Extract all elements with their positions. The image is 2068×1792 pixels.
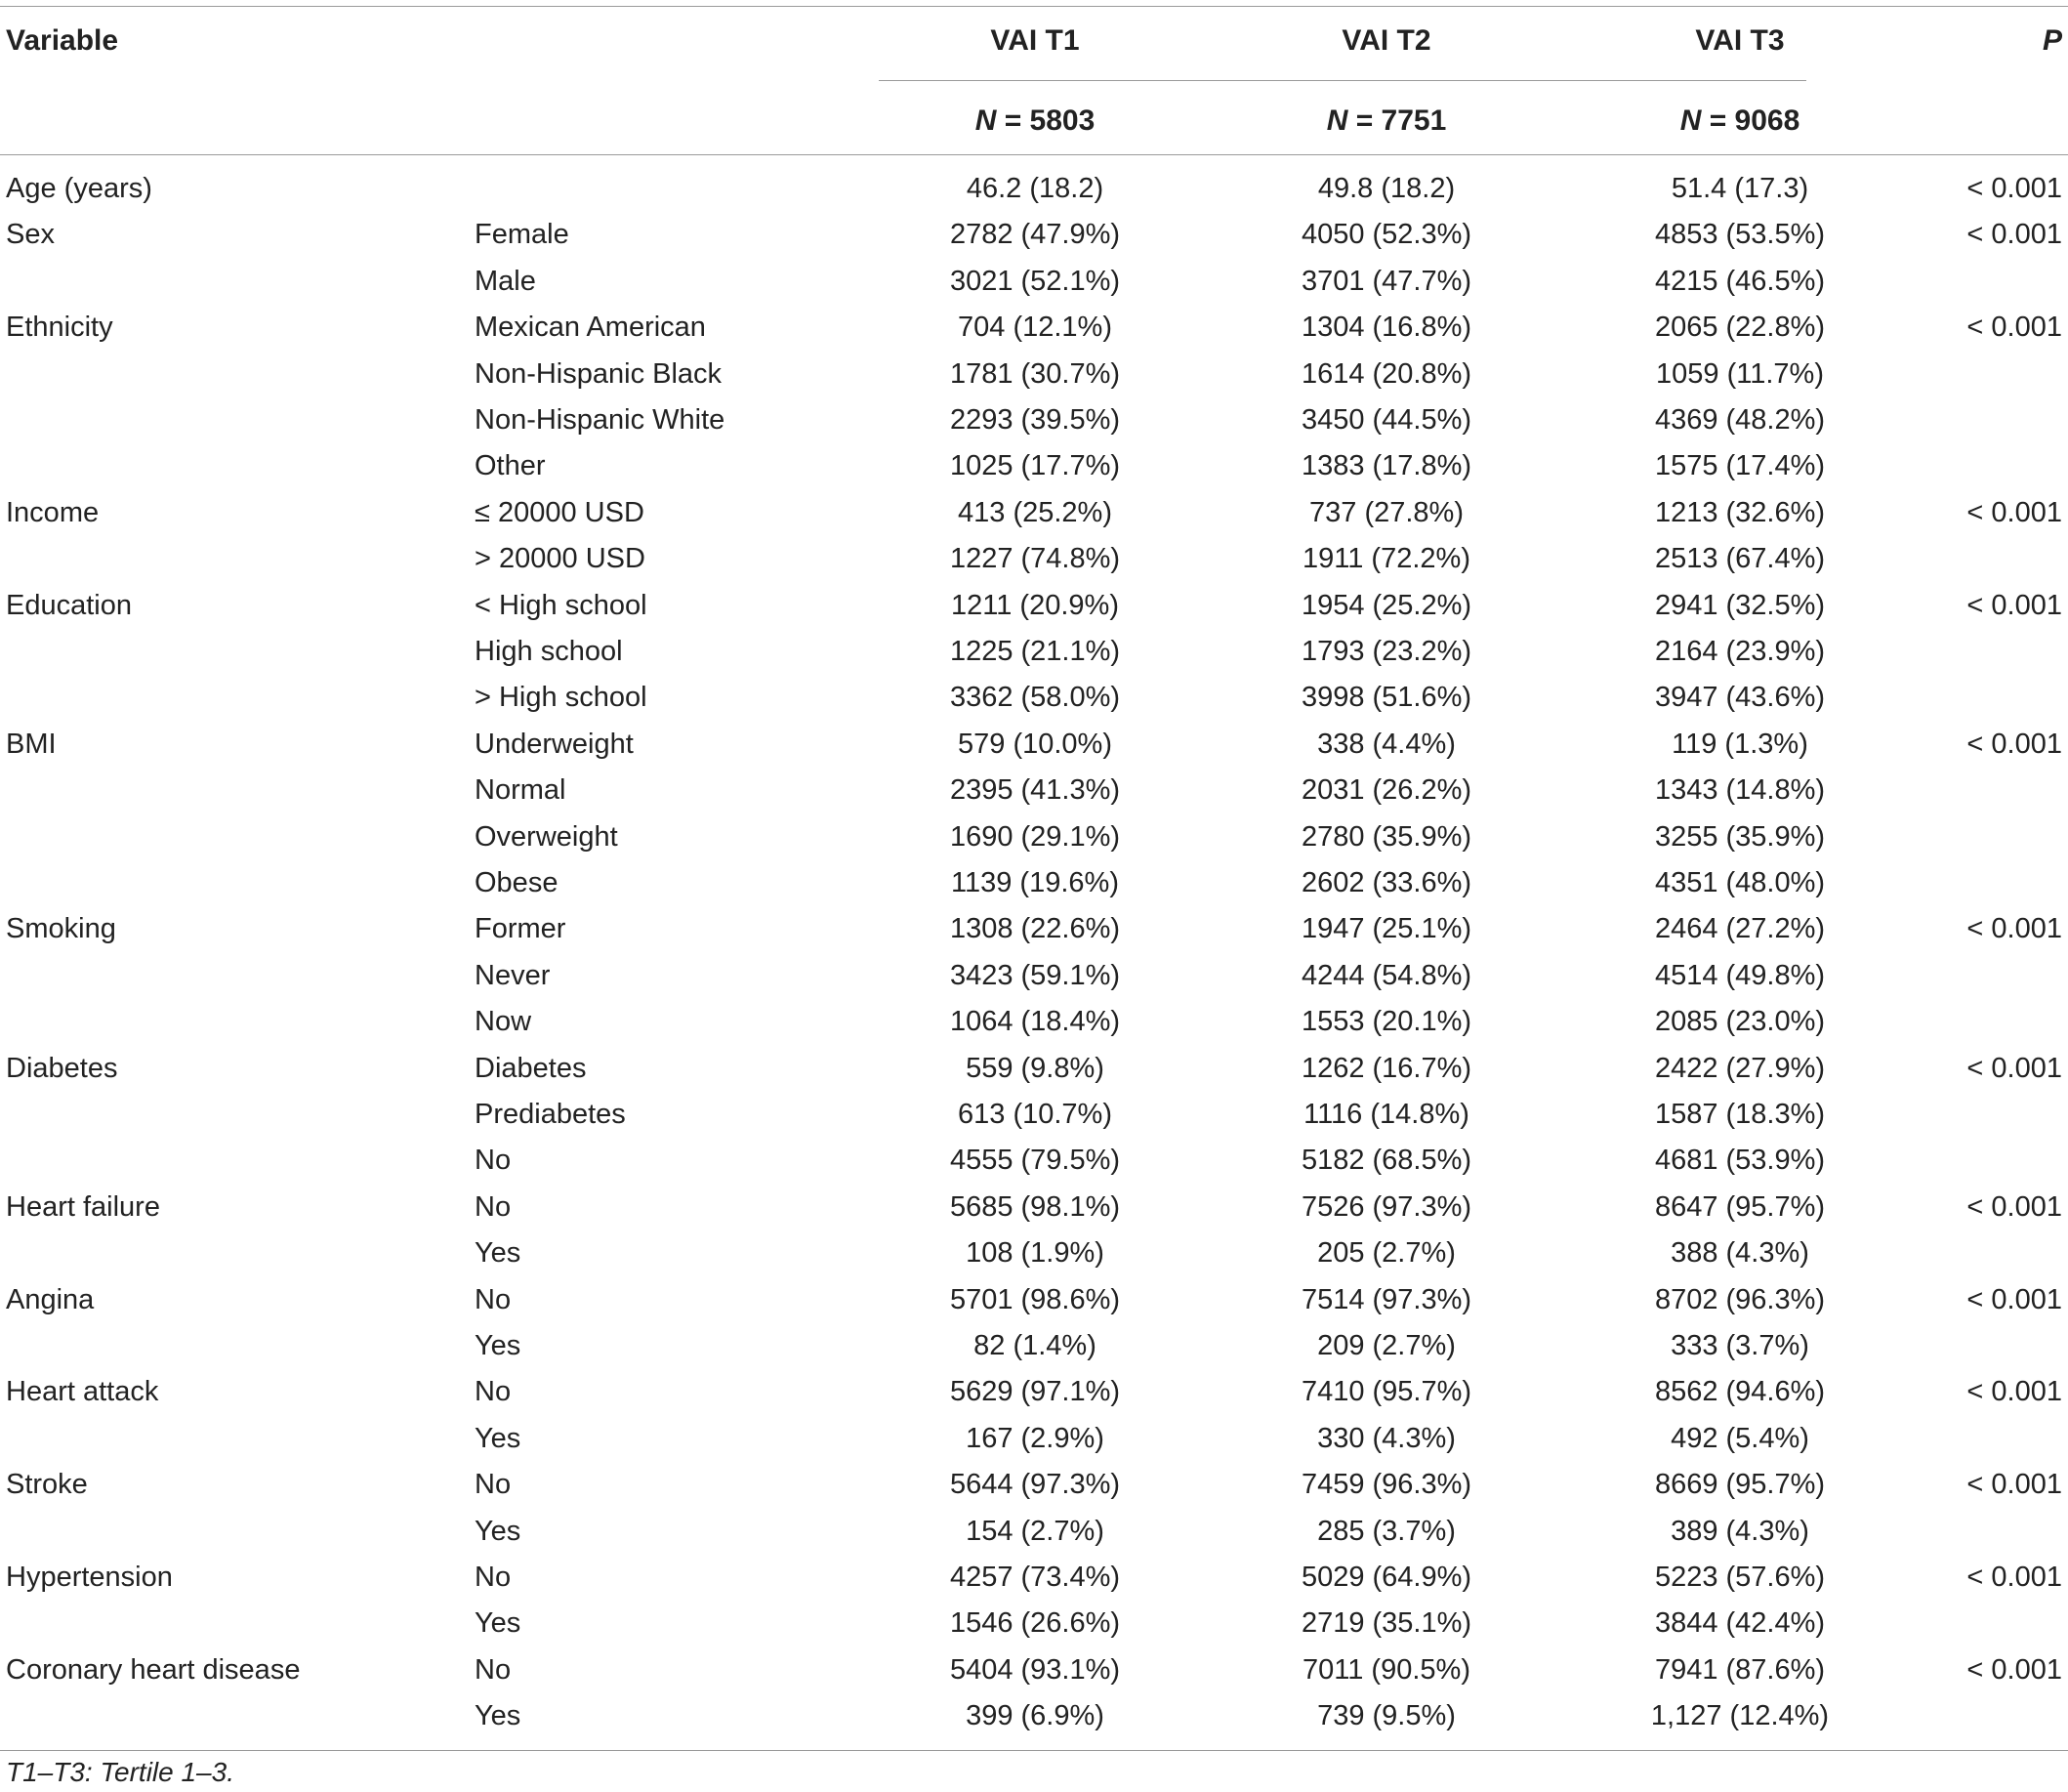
cell-subcategory: < High school	[475, 589, 647, 621]
cell-vai-t3: 2464 (27.2%)	[1654, 913, 1826, 945]
cell-p-value: < 0.001	[1966, 1190, 2062, 1223]
cell-vai-t1: 399 (6.9%)	[966, 1700, 1104, 1732]
cell-variable: Coronary heart disease	[6, 1653, 301, 1686]
cell-subcategory: Female	[475, 219, 569, 251]
cell-subcategory: Yes	[475, 1607, 521, 1640]
cell-variable: Heart attack	[6, 1376, 159, 1408]
cell-vai-t1: 1227 (74.8%)	[949, 543, 1121, 575]
cell-variable: Heart failure	[6, 1190, 160, 1223]
header-p: P	[2042, 24, 2062, 57]
cell-vai-t2: 3701 (47.7%)	[1301, 265, 1472, 297]
cell-subcategory: Male	[475, 265, 536, 297]
cell-p-value: < 0.001	[1966, 496, 2062, 528]
cell-subcategory: Yes	[475, 1330, 521, 1361]
cell-vai-t1: 2293 (39.5%)	[949, 404, 1121, 436]
cell-subcategory: No	[475, 1190, 512, 1223]
cell-vai-t1: 5644 (97.3%)	[949, 1469, 1121, 1501]
cell-vai-t2: 2719 (35.1%)	[1301, 1607, 1472, 1640]
cell-vai-t1: 4257 (73.4%)	[949, 1562, 1121, 1593]
cell-p-value: < 0.001	[1966, 1653, 2062, 1686]
cell-vai-t1: 4555 (79.5%)	[949, 1145, 1121, 1177]
top-rule	[0, 6, 2068, 7]
cell-vai-t1: 108 (1.9%)	[966, 1237, 1104, 1270]
cell-vai-t1: 579 (10.0%)	[958, 728, 1112, 760]
cell-subcategory: Former	[475, 913, 566, 945]
cell-variable: Ethnicity	[6, 312, 113, 344]
cell-vai-t1: 167 (2.9%)	[966, 1422, 1104, 1454]
footnote: T1–T3: Tertile 1–3.	[6, 1757, 234, 1787]
cell-vai-t2: 209 (2.7%)	[1317, 1330, 1456, 1361]
cell-vai-t2: 7011 (90.5%)	[1303, 1653, 1470, 1686]
cell-vai-t2: 1954 (25.2%)	[1301, 589, 1472, 621]
cell-subcategory: Mexican American	[475, 312, 706, 344]
cell-vai-t1: 704 (12.1%)	[958, 312, 1112, 344]
cell-vai-t2: 7514 (97.3%)	[1301, 1283, 1472, 1315]
cell-vai-t1: 413 (25.2%)	[958, 496, 1112, 528]
cell-vai-t2: 4244 (54.8%)	[1301, 959, 1472, 991]
cell-vai-t3: 8647 (95.7%)	[1654, 1190, 1826, 1223]
cell-subcategory: Normal	[475, 774, 566, 807]
cell-vai-t3: 7941 (87.6%)	[1654, 1653, 1826, 1686]
cell-vai-t1: 3362 (58.0%)	[949, 682, 1121, 714]
cell-vai-t3: 1213 (32.6%)	[1654, 496, 1826, 528]
cell-vai-t2: 739 (9.5%)	[1317, 1700, 1456, 1732]
cell-vai-t1: 5404 (93.1%)	[949, 1653, 1121, 1686]
cell-vai-t3: 1,127 (12.4%)	[1650, 1700, 1830, 1732]
header-n-t2: N = 7751	[1326, 104, 1447, 137]
cell-vai-t3: 2941 (32.5%)	[1654, 589, 1826, 621]
cell-vai-t2: 7459 (96.3%)	[1301, 1469, 1472, 1501]
cell-variable: Sex	[6, 219, 55, 251]
cell-variable: Diabetes	[6, 1052, 118, 1084]
cell-vai-t2: 1793 (23.2%)	[1301, 636, 1472, 667]
cell-vai-t2: 1116 (14.8%)	[1303, 1099, 1469, 1130]
cell-vai-t3: 119 (1.3%)	[1672, 728, 1808, 760]
cell-subcategory: No	[475, 1562, 512, 1593]
cell-subcategory: Prediabetes	[475, 1099, 626, 1130]
cell-subcategory: Underweight	[475, 728, 634, 760]
cell-vai-t3: 1343 (14.8%)	[1654, 774, 1826, 807]
cell-vai-t2: 1614 (20.8%)	[1301, 357, 1472, 390]
cell-p-value: < 0.001	[1966, 173, 2062, 204]
bottom-rule	[0, 1750, 2068, 1751]
cell-vai-t1: 1139 (19.6%)	[951, 867, 1119, 898]
cell-variable: Angina	[6, 1283, 95, 1315]
cell-vai-t3: 3947 (43.6%)	[1654, 682, 1826, 714]
cell-vai-t1: 5629 (97.1%)	[949, 1376, 1121, 1408]
cell-vai-t3: 4215 (46.5%)	[1654, 265, 1826, 297]
header-vai-t2: VAI T2	[1342, 24, 1431, 57]
cell-vai-t1: 5685 (98.1%)	[949, 1190, 1121, 1223]
cell-vai-t2: 2031 (26.2%)	[1301, 774, 1472, 807]
cell-vai-t2: 5029 (64.9%)	[1301, 1562, 1472, 1593]
header-variable: Variable	[6, 24, 119, 57]
cell-subcategory: Never	[475, 959, 551, 991]
cell-p-value: < 0.001	[1966, 1283, 2062, 1315]
cell-vai-t3: 5223 (57.6%)	[1654, 1562, 1826, 1593]
cell-vai-t2: 1304 (16.8%)	[1301, 312, 1472, 344]
cell-vai-t3: 492 (5.4%)	[1671, 1422, 1809, 1454]
cell-p-value: < 0.001	[1966, 1469, 2062, 1501]
cell-vai-t3: 3255 (35.9%)	[1654, 820, 1826, 853]
cell-vai-t3: 2085 (23.0%)	[1654, 1006, 1826, 1038]
cell-subcategory: No	[475, 1653, 512, 1686]
cell-variable: Smoking	[6, 913, 116, 945]
header-sub-rule	[879, 80, 1806, 81]
cell-vai-t3: 4853 (53.5%)	[1654, 219, 1826, 251]
cell-vai-t1: 613 (10.7%)	[958, 1099, 1112, 1130]
cell-p-value: < 0.001	[1966, 589, 2062, 621]
cell-vai-t2: 3998 (51.6%)	[1301, 682, 1472, 714]
cell-vai-t3: 389 (4.3%)	[1671, 1515, 1809, 1547]
cell-vai-t2: 7526 (97.3%)	[1301, 1190, 1472, 1223]
cell-variable: Hypertension	[6, 1562, 173, 1593]
cell-vai-t1: 3423 (59.1%)	[949, 959, 1121, 991]
header-vai-t1: VAI T1	[990, 24, 1080, 57]
cell-p-value: < 0.001	[1966, 913, 2062, 945]
cell-vai-t1: 1690 (29.1%)	[949, 820, 1121, 853]
cell-subcategory: No	[475, 1376, 512, 1408]
cell-vai-t1: 154 (2.7%)	[966, 1515, 1104, 1547]
cell-vai-t2: 1947 (25.1%)	[1301, 913, 1472, 945]
cell-vai-t3: 2065 (22.8%)	[1654, 312, 1826, 344]
cell-vai-t2: 1911 (72.2%)	[1303, 543, 1470, 575]
cell-p-value: < 0.001	[1966, 1562, 2062, 1593]
cell-vai-t3: 51.4 (17.3)	[1671, 173, 1809, 204]
cell-vai-t2: 285 (3.7%)	[1317, 1515, 1456, 1547]
cell-vai-t1: 1546 (26.6%)	[949, 1607, 1121, 1640]
cell-vai-t2: 338 (4.4%)	[1317, 728, 1456, 760]
cell-vai-t3: 1059 (11.7%)	[1656, 357, 1824, 390]
cell-variable: Stroke	[6, 1469, 88, 1501]
cell-vai-t2: 737 (27.8%)	[1309, 496, 1464, 528]
cell-vai-t3: 1587 (18.3%)	[1654, 1099, 1826, 1130]
cell-vai-t1: 1308 (22.6%)	[949, 913, 1121, 945]
cell-subcategory: Diabetes	[475, 1052, 587, 1084]
cell-vai-t3: 8562 (94.6%)	[1654, 1376, 1826, 1408]
cell-vai-t2: 1383 (17.8%)	[1301, 450, 1472, 482]
cell-vai-t2: 3450 (44.5%)	[1301, 404, 1472, 436]
cell-p-value: < 0.001	[1966, 1052, 2062, 1084]
cell-vai-t3: 2513 (67.4%)	[1654, 543, 1826, 575]
cell-subcategory: Non-Hispanic White	[475, 404, 725, 436]
cell-subcategory: > High school	[475, 682, 647, 714]
cell-vai-t2: 1262 (16.7%)	[1301, 1052, 1472, 1084]
cell-vai-t3: 4514 (49.8%)	[1654, 959, 1826, 991]
cell-vai-t3: 4681 (53.9%)	[1654, 1145, 1826, 1177]
cell-vai-t2: 49.8 (18.2)	[1317, 173, 1456, 204]
cell-vai-t3: 4369 (48.2%)	[1654, 404, 1826, 436]
cell-p-value: < 0.001	[1966, 312, 2062, 344]
cell-vai-t3: 8669 (95.7%)	[1654, 1469, 1826, 1501]
cell-subcategory: Other	[475, 450, 546, 482]
cell-vai-t3: 333 (3.7%)	[1671, 1330, 1809, 1361]
cell-vai-t2: 1553 (20.1%)	[1301, 1006, 1472, 1038]
cell-subcategory: No	[475, 1469, 512, 1501]
cell-vai-t1: 1781 (30.7%)	[949, 357, 1121, 390]
cell-vai-t3: 2164 (23.9%)	[1654, 636, 1826, 667]
cell-vai-t2: 2602 (33.6%)	[1301, 867, 1472, 898]
cell-variable: BMI	[6, 728, 57, 760]
cell-subcategory: Obese	[475, 867, 558, 898]
cell-subcategory: > 20000 USD	[475, 543, 645, 575]
cell-vai-t2: 5182 (68.5%)	[1301, 1145, 1472, 1177]
cell-vai-t3: 2422 (27.9%)	[1654, 1052, 1826, 1084]
cell-vai-t2: 205 (2.7%)	[1317, 1237, 1456, 1270]
header-vai-t3: VAI T3	[1695, 24, 1785, 57]
cell-subcategory: Now	[475, 1006, 532, 1038]
cell-vai-t1: 1064 (18.4%)	[949, 1006, 1121, 1038]
cell-variable: Income	[6, 496, 100, 528]
cell-vai-t1: 3021 (52.1%)	[949, 265, 1121, 297]
cell-p-value: < 0.001	[1966, 1376, 2062, 1408]
cell-vai-t1: 1225 (21.1%)	[949, 636, 1121, 667]
cell-vai-t3: 1575 (17.4%)	[1654, 450, 1826, 482]
cell-subcategory: No	[475, 1283, 512, 1315]
cell-vai-t2: 330 (4.3%)	[1317, 1422, 1456, 1454]
header-n-t1: N = 5803	[974, 104, 1096, 137]
cell-vai-t1: 1211 (20.9%)	[951, 589, 1119, 621]
cell-vai-t1: 82 (1.4%)	[973, 1330, 1096, 1361]
cell-subcategory: No	[475, 1145, 512, 1177]
cell-vai-t3: 4351 (48.0%)	[1654, 867, 1826, 898]
cell-vai-t1: 5701 (98.6%)	[949, 1283, 1121, 1315]
cell-vai-t3: 3844 (42.4%)	[1654, 1607, 1826, 1640]
header-n-t3: N = 9068	[1679, 104, 1800, 137]
cell-vai-t2: 2780 (35.9%)	[1301, 820, 1472, 853]
cell-vai-t3: 388 (4.3%)	[1671, 1237, 1809, 1270]
cell-subcategory: Yes	[475, 1515, 521, 1547]
cell-vai-t1: 1025 (17.7%)	[949, 450, 1121, 482]
cell-subcategory: Overweight	[475, 820, 618, 853]
cell-variable: Age (years)	[6, 173, 152, 204]
header-rule	[0, 154, 2068, 155]
cell-vai-t1: 2395 (41.3%)	[949, 774, 1121, 807]
cell-subcategory: Yes	[475, 1422, 521, 1454]
cell-p-value: < 0.001	[1966, 219, 2062, 251]
cell-vai-t1: 46.2 (18.2)	[966, 173, 1104, 204]
cell-subcategory: ≤ 20000 USD	[475, 496, 644, 528]
cell-subcategory: Yes	[475, 1700, 521, 1732]
cell-vai-t1: 2782 (47.9%)	[949, 219, 1121, 251]
cell-p-value: < 0.001	[1966, 728, 2062, 760]
cell-subcategory: High school	[475, 636, 623, 667]
cell-vai-t3: 8702 (96.3%)	[1654, 1283, 1826, 1315]
cell-vai-t1: 559 (9.8%)	[966, 1052, 1104, 1084]
cell-vai-t2: 4050 (52.3%)	[1301, 219, 1472, 251]
cell-subcategory: Non-Hispanic Black	[475, 357, 723, 390]
cell-vai-t2: 7410 (95.7%)	[1301, 1376, 1472, 1408]
cell-variable: Education	[6, 589, 132, 621]
cell-subcategory: Yes	[475, 1237, 521, 1270]
